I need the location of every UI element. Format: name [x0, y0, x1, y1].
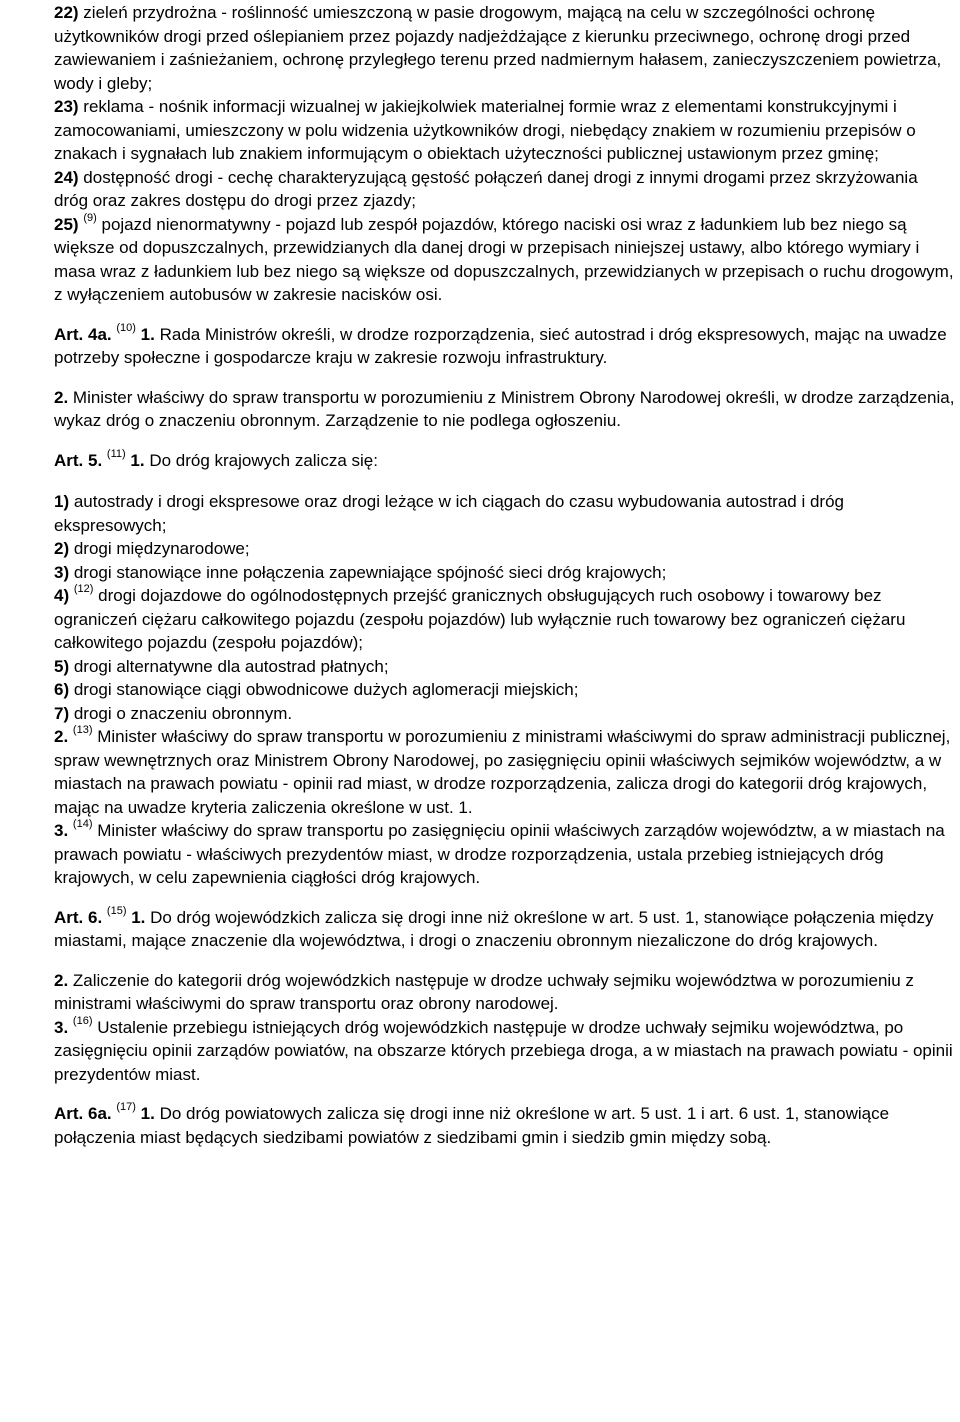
article-heading: Art. 6a. — [54, 1104, 112, 1123]
footnote-ref: (12) — [73, 583, 94, 595]
item-text: zieleń przydrożna - roślinność umieszczoną w pasie drogowym, mającą na celu w szczególności ochronę użytkowników drogi przed oślepianiem przez pojazdy nadjeżdżające z kierunku przeciwnego, ochronę drogi przed zawiewaniem i zaśnieżaniem, ochronę przyległego terenu przed nadmiernym hałasem, zanieczyszczeniem powietrza, wody i gleby; — [54, 3, 942, 93]
art-5-item-4 — [5, 584, 956, 655]
item-text: drogi stanowiące inne połączenia zapewniające spójność sieci dróg krajowych; — [69, 562, 667, 582]
item-text: drogi o znaczeniu obronnym. — [69, 703, 293, 723]
item-text: autostrady i drogi ekspresowe oraz drogi leżące w ich ciągach do czasu wybudowania autostrad i dróg ekspresowych; — [54, 492, 844, 535]
art-5-item-6 — [5, 678, 956, 702]
footnote-ref: (16) — [72, 1014, 93, 1027]
item-text: pojazd nienormatywny - pojazd lub zespół pojazdów, którego naciski osi wraz z ładunkiem lub bez niego są większe od dopuszczalnych, przewidzianych dla danej drogi w przepisach niniejszej ustawy, albo którego wymiary i masa wraz z ładunkiem lub bez niego są większe od dopuszczalnych, przewidzianych w przepisach o ruchu drogowym, z wyłączeniem autobusów w zakresie nacisków osi. — [54, 214, 954, 304]
item-number: 24) — [54, 167, 79, 187]
item-22 — [5, 1, 956, 95]
item-text: drogi dojazdowe do ogólnodostępnych przejść granicznych obsługujących ruch osobowy i towarowy bez ograniczeń ciężaru całkowitego pojazdu (zespołu pojazdów) lub wyłącznie ruch towarowy bez ograniczeń ciężaru całkowitego pojazdu (zespołu pojazdów); — [54, 586, 906, 652]
art-5-para-3 — [5, 819, 956, 890]
art-4a-para-1 — [5, 323, 956, 370]
art-5-item-7 — [5, 702, 956, 726]
footnote-ref: (10) — [116, 321, 136, 334]
item-number: 6) — [54, 680, 70, 699]
paragraph-number: 2. — [54, 387, 69, 407]
item-number: 4) — [54, 586, 70, 605]
item-text: drogi stanowiące ciągi obwodnicowe dużych aglomeracji miejskich; — [69, 680, 579, 699]
art-6-para-1 — [5, 906, 956, 953]
paragraph-text: Do dróg wojewódzkich zalicza się drogi inne niż określone w art. 5 ust. 1, stanowiące połączenia między miastami, mające znaczenie dla województwa, i drogi o znaczeniu obronnym niezaliczone do dróg krajowych. — [54, 907, 934, 950]
paragraph-number: 2. — [54, 727, 69, 746]
paragraph-text: Do dróg krajowych zalicza się: — [144, 450, 378, 470]
footnote-ref: (15) — [106, 904, 127, 917]
item-text: reklama - nośnik informacji wizualnej w jakiejkolwiek materialnej formie wraz z elementami konstrukcyjnymi i zamocowaniami, umieszczony w polu widzenia użytkowników drogi, niebędący znakiem w rozumieniu przepisów o znakach i sygnałach lub znakiem informującym o obiektach użyteczności publicznej ustawionym przez gminę; — [54, 97, 916, 163]
art-5-item-1 — [5, 490, 956, 537]
item-number: 3) — [54, 562, 70, 582]
paragraph-number: 1. — [140, 324, 155, 344]
paragraph-number: 1. — [131, 907, 146, 927]
item-25 — [5, 213, 956, 307]
art-6a-para-1 — [5, 1102, 956, 1149]
footnote-ref: (9) — [83, 211, 97, 224]
paragraph-text: Ustalenie przebiegu istniejących dróg wojewódzkich następuje w drodze uchwały sejmiku województwa, po zasięgnięciu opinii zarządów powiatów, na obszarze których przebiega droga, a w miastach na prawach powiatu - opinii prezydentów miast. — [54, 1017, 953, 1084]
art-5-item-2 — [5, 537, 956, 561]
footnote-ref: (14) — [72, 818, 93, 830]
item-text: dostępność drogi - cechę charakteryzującą gęstość połączeń danej drogi z innymi drogami przez skrzyżowania dróg oraz zakres dostępu do drogi przez zjazdy; — [54, 167, 918, 210]
item-number: 7) — [54, 703, 70, 723]
art-5-para-2 — [5, 725, 956, 819]
paragraph-number: 1. — [130, 450, 145, 470]
paragraph-text: Zaliczenie do kategorii dróg wojewódzkich następuje w drodze uchwały sejmiku województwa w porozumieniu z ministrami właściwymi do spraw transportu oraz obrony narodowej. — [54, 970, 914, 1013]
item-24 — [5, 166, 956, 213]
paragraph-text: Rada Ministrów określi, w drodze rozporządzenia, sieć autostrad i dróg ekspresowych, mając na uwadze potrzeby społeczne i gospodarcze kraju w zakresie rozwoju infrastruktury. — [54, 324, 947, 367]
item-number: 25) — [54, 214, 79, 234]
paragraph-number: 3. — [54, 821, 69, 840]
paragraph-text: Minister właściwy do spraw transportu po zasięgnięciu opinii właściwych zarządów województw, a w miastach na prawach powiatu - właściwych prezydentów miast, w drodze rozporządzenia, ustala przebieg istniejących dróg krajowych, w celu zapewnienia ciągłości dróg krajowych. — [54, 821, 945, 887]
item-text: drogi alternatywne dla autostrad płatnych; — [69, 656, 389, 676]
item-number: 22) — [54, 3, 79, 22]
art-6-para-3 — [5, 1016, 956, 1087]
article-heading: Art. 6. — [54, 907, 103, 927]
paragraph-text: Minister właściwy do spraw transportu w porozumieniu z ministrami właściwymi do spraw administracji publicznej, spraw wewnętrznych oraz Ministrem Obrony Narodowej, po zasięgnięciu opinii właściwych sejmików województw, a w miastach na prawach powiatu - opinii rad miast, w drodze rozporządzenia, zalicza drogi do kategorii dróg krajowych, mając na uwadze kryteria zaliczenia określone w ust. 1. — [54, 727, 951, 817]
item-number: 5) — [54, 656, 70, 676]
item-number: 2) — [54, 539, 70, 558]
item-number: 1) — [54, 492, 70, 511]
paragraph-number: 1. — [140, 1104, 155, 1123]
paragraph-text: Minister właściwy do spraw transportu w porozumieniu z Ministrem Obrony Narodowej określi, w drodze zarządzenia, wykaz dróg o znaczeniu obronnym. Zarządzenie to nie podlega ogłoszeniu. — [54, 387, 955, 430]
art-5-item-5 — [5, 655, 956, 679]
footnote-ref: (17) — [116, 1101, 136, 1113]
item-number: 23) — [54, 97, 79, 116]
footnote-ref: (11) — [106, 447, 126, 460]
art-4a-para-2 — [5, 386, 956, 433]
art-5-item-3 — [5, 561, 956, 585]
article-heading: Art. 4a. — [54, 324, 112, 344]
art-5-para-1 — [5, 449, 956, 473]
paragraph-text: Do dróg powiatowych zalicza się drogi inne niż określone w art. 5 ust. 1 i art. 6 ust. 1, stanowiące połączenia miast będących siedzibami powiatów z siedzibami gmin i siedzib gmin między sobą. — [54, 1104, 890, 1147]
paragraph-number: 2. — [54, 970, 69, 990]
footnote-ref: (13) — [72, 724, 93, 736]
art-6-para-2 — [5, 969, 956, 1016]
article-heading: Art. 5. — [54, 450, 103, 470]
item-23 — [5, 95, 956, 166]
paragraph-number: 3. — [54, 1017, 69, 1037]
item-text: drogi międzynarodowe; — [69, 539, 250, 558]
